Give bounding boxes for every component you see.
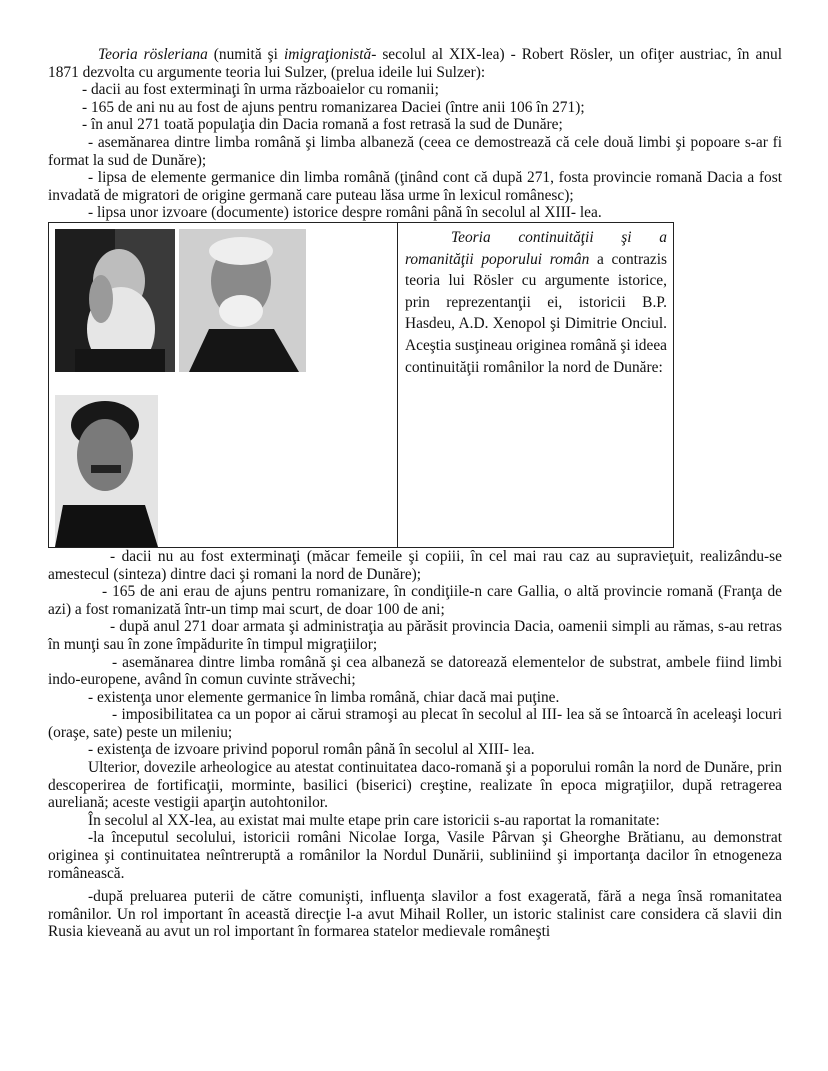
portraits-table <box>48 222 674 548</box>
body-paragraph: -după preluarea puterii de către comunişti, influenţa slavilor a fost exagerată, fără a nega însă romanitatea românilor. Un rol important în această direcţie l-a avut Mihail Roller, un istoric stalinist care considera că slavii din Rusia kieveană au avut un rol important în formarea statelor medievale româneşti <box>48 888 782 941</box>
portrait-photo-hasdeu <box>55 229 175 372</box>
rosler-point: - 165 de ani nu au fost de ajuns pentru romanizarea Daciei (între anii 106 în 271); <box>82 98 585 116</box>
rosler-point: - asemănarea dintre limba română şi limba albaneză (ceea ce demostrează că cele două limbi şi popoare s-ar fi format la sud de Dunăre); <box>48 133 782 169</box>
rosler-point: - lipsa unor izvoare (documente) istorice despre români până în secolul al XIII- lea. <box>88 204 602 222</box>
body-paragraph: În secolul al XX-lea, au existat mai multe etape prin care istoricii s-au raportat la romanitate: <box>88 811 660 829</box>
continuity-point: - existenţa de izvoare privind poporul român până în secolul al XIII- lea. <box>88 741 535 759</box>
continuity-theory-cell <box>398 222 674 547</box>
rosler-point: - dacii au fost exterminaţi în urma războaielor cu romanii; <box>82 81 439 99</box>
continuity-point: - dacii nu au fost exterminaţi (măcar femeile şi copiii, în cel mai rau caz au supravieţuit, realizându-se amestecul (sinteza) dintre daci şi romani la nord de Dunăre); <box>48 547 782 583</box>
portrait-photo-onciul <box>55 395 158 547</box>
continuity-point: - imposibilitatea ca un popor ai cărui stramoşi au plecat în secolul al III- lea să se întoarcă în aceleaşi locuri (oraşe, sate) peste un mileniu; <box>48 706 782 741</box>
portrait-photo-xenopol <box>179 229 306 372</box>
rosler-point: - lipsa de elemente germanice din limba română (ţinând cont că după 271, fosta provincie romană Dacia a fost invadată de migratori de origine germană care puteau lăsa urme în lexicul românesc); <box>48 169 782 204</box>
continuity-point: - 165 de ani erau de ajuns pentru romanizare, în condiţiile-n care Gallia, o altă provincie romană (Franţa de azi) a fost romanizată într-un timp mai scurt, de doar 100 de ani; <box>48 583 782 618</box>
body-paragraph: -la începutul secolului, istoricii români Nicolae Iorga, Vasile Pârvan şi Gheorghe Brătianu, au demonstrat originea şi continuitatea neîntreruptă a românilor la Nordul Dunării, subliniind şi importanţa dacilor în etnogeneza românească. <box>48 829 782 882</box>
body-paragraph: Ulterior, dovezile arheologice au atestat continuitatea daco-romană şi a poporului român la nord de Dunăre, prin descoperirea de fortificaţii, morminte, basilici (biserici) creştine, realizate în epoca migraţiilor, după retragerea aureliană; aceste vestigii aparţin autohtonilor. <box>48 759 782 812</box>
continuity-point: - asemănarea dintre limba română şi cea albaneză se datorează elementelor de substrat, ambele fiind limbi indo-europene, având în comun cuvinte străvechi; <box>48 653 782 689</box>
intro-paragraph: Teoria rösleriana (numită şi imigraţionistă- secolul al XIX-lea) - Robert Rösler, un ofiţer austriac, în anul 1871 dezvolta cu argumente teoria lui Sulzer, (prelua ideile lui Sulzer): <box>48 46 782 81</box>
continuity-point: - după anul 271 doar armata şi administraţia au părăsit provincia Dacia, oamenii simpli au rămas, s-au retras în munţi sau în zone împădurite în timpul migraţiilor; <box>48 618 782 653</box>
rosler-theory-title: Teoria rösleriana <box>98 46 208 63</box>
continuity-point: - existenţa unor elemente germanice în limba română, chiar dacă mai puţine. <box>88 688 560 706</box>
continuity-theory-title: Teoria continuităţii şi a romanităţii poporului român <box>405 228 667 268</box>
rosler-point: - în anul 271 toată populaţia din Dacia romană a fost retrasă la sud de Dunăre; <box>82 116 563 134</box>
continuity-theory-intro: Teoria continuităţii şi a romanităţii poporului român a contrazis teoria lui Rösler cu argumente istorice, prin reprezentanţii ei, istoricii B.P. Hasdeu, A.D. Xenopol şi Dimitrie Onciul. Aceştia susţineau originea română şi ideea continuităţii românilor la nord de Dunăre: <box>405 228 667 376</box>
document-page <box>48 46 782 941</box>
portraits-cell <box>49 222 398 547</box>
